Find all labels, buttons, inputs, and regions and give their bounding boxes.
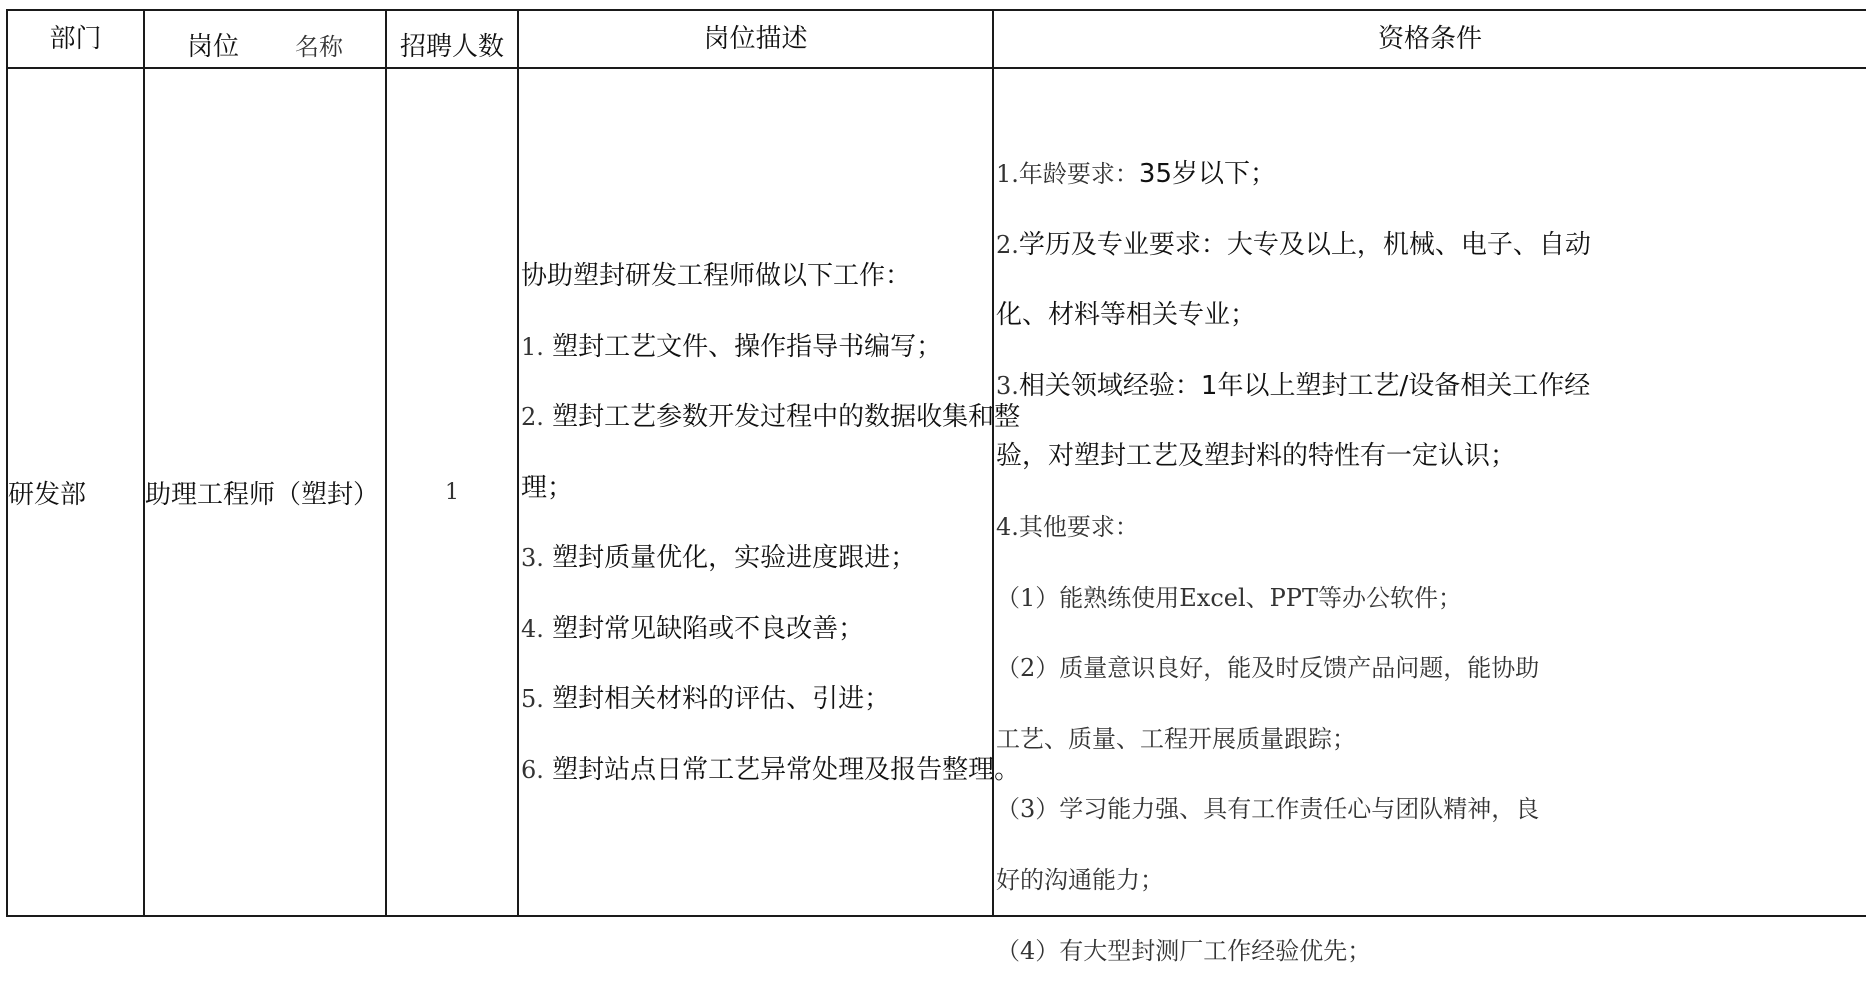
requirement-prefix: （3）学习能力强、具有工作责任心与团队精神，良: [996, 795, 1540, 824]
description-item-number: 4.: [521, 614, 544, 643]
table-row: [7, 68, 1866, 916]
requirement-line: [996, 351, 1866, 422]
description-item: [521, 664, 1020, 735]
description-item-text: 塑封站点日常工艺异常处理及报告整理。: [543, 754, 1021, 785]
requirement-prefix: （4）有大型封测厂工作经验优先；: [996, 936, 1372, 965]
requirement-prefix: （1）能熟练使用Excel、PPT等办公软件；: [996, 583, 1462, 612]
cell-dept: 研发部: [7, 68, 144, 916]
requirement-text: 相关领域经验：1年以上塑封工艺/设备相关工作经: [1018, 370, 1591, 401]
header-count: 招聘人数: [386, 10, 518, 68]
requirement-line: [996, 210, 1866, 281]
header-position-label: 岗位: [186, 31, 239, 62]
requirement-line: [996, 633, 1866, 704]
header-position-sub: 名称: [295, 32, 343, 61]
description-item-text: 理；: [521, 472, 574, 503]
requirement-prefix: 工艺、质量、工程开展质量跟踪；: [996, 724, 1356, 753]
requirement-line: [996, 916, 1866, 986]
description-intro: 协助塑封研发工程师做以下工作：: [521, 261, 912, 291]
requirement-line: [996, 774, 1866, 845]
description-item-text: 塑封常见缺陷或不良改善；: [543, 613, 865, 644]
requirement-line: [996, 280, 1866, 351]
requirement-prefix: 好的沟通能力；: [996, 865, 1164, 894]
requirement-prefix: （2）质量意识良好，能及时反馈产品问题，能协助: [996, 654, 1540, 683]
header-dept: 部门: [7, 10, 144, 68]
requirement-line: [996, 704, 1866, 775]
description-item-text: 塑封工艺参数开发过程中的数据收集和整: [543, 402, 1021, 432]
job-table: [6, 9, 1866, 965]
requirement-text: 化、材料等相关专业；: [996, 300, 1257, 331]
requirement-prefix: 3.: [996, 371, 1019, 400]
requirement-text: 35岁以下；: [1138, 159, 1276, 189]
requirement-prefix: 1.年龄要求：: [996, 160, 1139, 188]
description-item: [521, 523, 1020, 594]
requirement-line: [996, 421, 1866, 492]
description-item-text: 塑封工艺文件、操作指导书编写；: [543, 331, 943, 362]
description-item-number: 3.: [521, 544, 544, 572]
requirement-line: [996, 492, 1866, 563]
description-item: [521, 594, 1020, 665]
requirement-prefix: 2.: [996, 230, 1019, 259]
description-item-text: 塑封相关材料的评估、引进；: [543, 684, 891, 714]
description-item-number: 1.: [521, 332, 544, 361]
description-item-number: 6.: [521, 755, 544, 784]
requirement-line: [996, 845, 1866, 916]
requirement-line: [996, 139, 1866, 210]
header-description: 岗位描述: [518, 10, 993, 68]
requirement-line: [996, 563, 1866, 634]
cell-position-title: 助理工程师（塑封）: [144, 68, 386, 916]
description-item: [521, 312, 1020, 383]
description-item-number: 5.: [521, 685, 544, 713]
description-item-number: 2.: [521, 403, 544, 431]
cell-description: [518, 68, 1021, 916]
header-row: [7, 10, 1866, 68]
description-item: [521, 453, 1020, 524]
description-item: [521, 382, 1020, 453]
description-item-text: 塑封质量优化，实验进度跟进；: [543, 543, 917, 573]
cell-hire-count: 1: [386, 68, 518, 916]
description-item: [521, 735, 1020, 806]
cell-requirements: [993, 68, 1866, 965]
requirement-prefix: 4.其他要求：: [996, 512, 1139, 541]
requirement-text: 学历及专业要求：大专及以上，机械、电子、自动: [1018, 229, 1591, 260]
header-position: [144, 10, 386, 68]
header-requirements: 资格条件: [993, 10, 1866, 68]
requirement-text: 验，对塑封工艺及塑封料的特性有一定认识；: [996, 441, 1517, 472]
